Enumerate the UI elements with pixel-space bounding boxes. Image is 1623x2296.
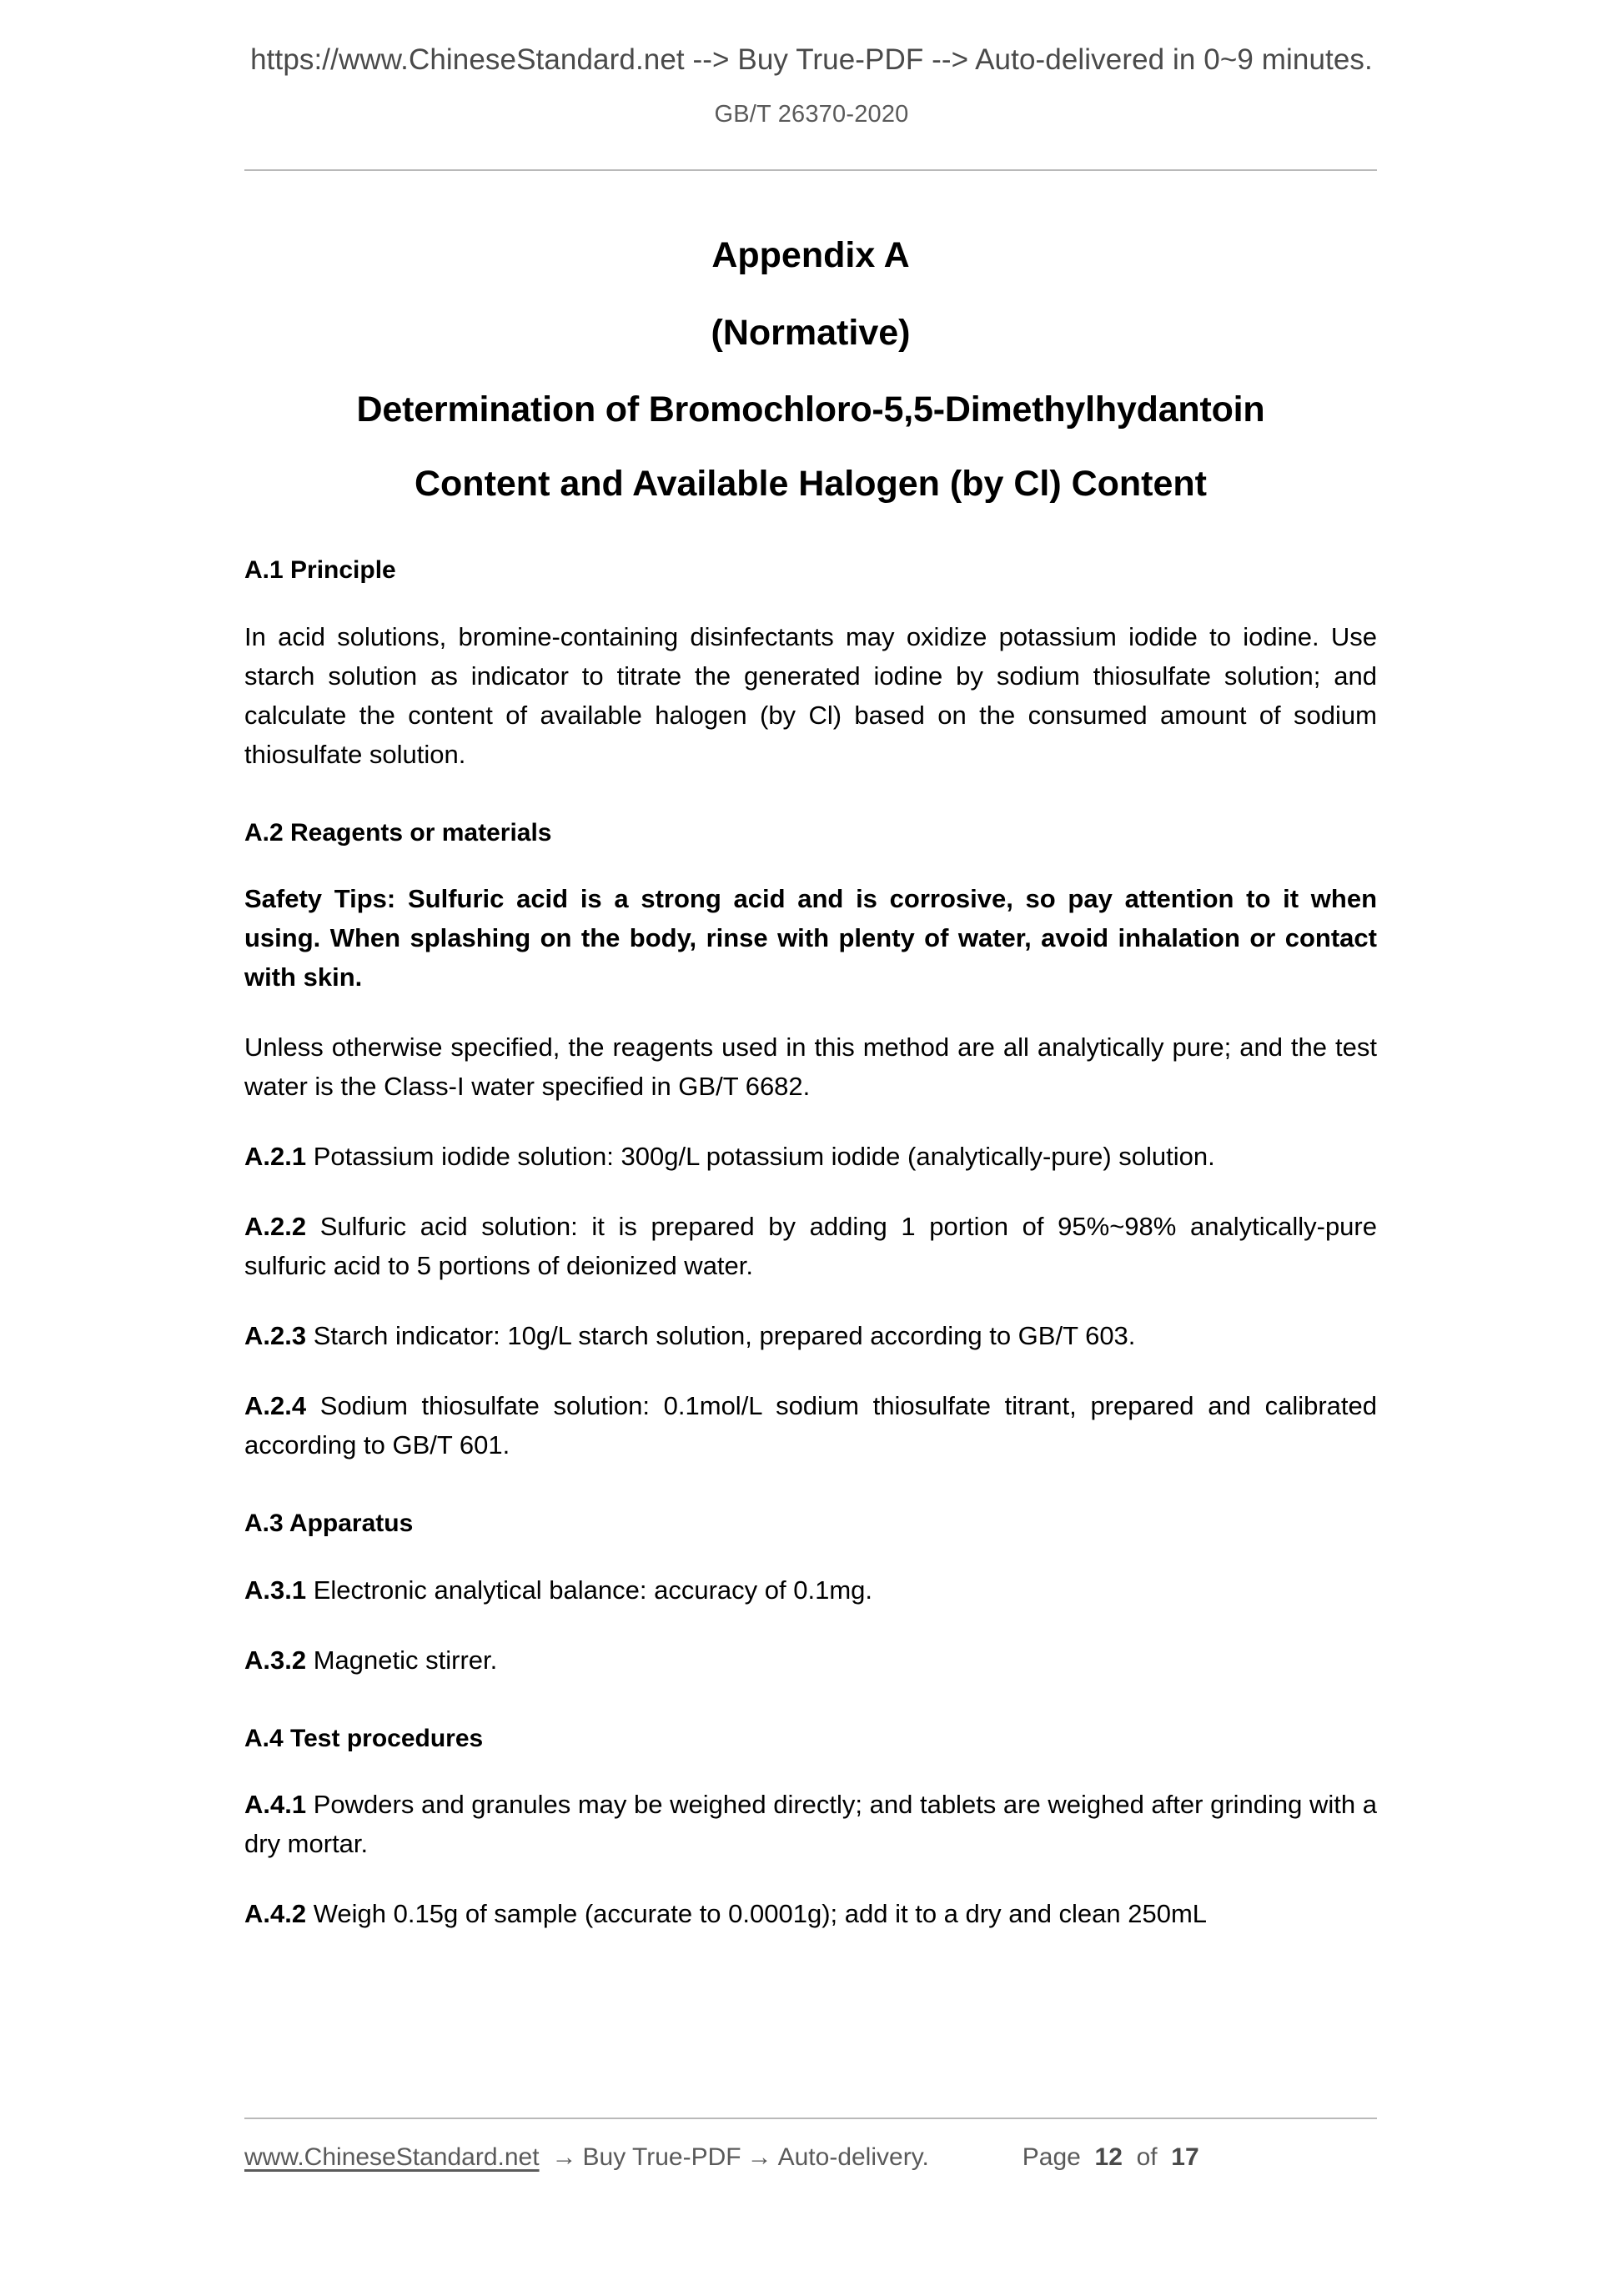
item-a2-4 [244, 1386, 1377, 1465]
item-a2-1 [244, 1137, 1377, 1176]
paragraph-a1-principle: In acid solutions, bromine-containing disinfectants may oxidize potassium iodide to iodine. Use starch solution as indicator to titrate the generated iodine by sodium thiosulfate solution; and calculate the content of available halogen (by Cl) based on the consumed amount of sodium thiosulfate solution. [244, 621, 1377, 769]
main-title-line-1: Determination of Bromochloro-5,5-Dimethylhydantoin [356, 389, 1265, 430]
footer-divider [244, 2118, 1377, 2119]
item-a4-1-number: A.4.1 [244, 1790, 307, 1819]
arrow-right-icon-2: → [746, 2143, 772, 2171]
header-promo-url: https://www.ChineseStandard.net --> Buy True-PDF --> Auto-delivered in 0~9 minutes. [250, 43, 1373, 76]
main-title-line-2: Content and Available Halogen (by Cl) Content [414, 464, 1207, 504]
page-word: Page [1022, 2143, 1081, 2171]
item-a2-1-text: Potassium iodide solution: 300g/L potassium iodide (analytically-pure) solution. [313, 1142, 1215, 1171]
item-a3-2-text: Magnetic stirrer. [313, 1645, 498, 1675]
heading-a1-principle: A.1 Principle [244, 556, 396, 584]
item-a2-2 [244, 1207, 1377, 1285]
appendix-title: Appendix A [711, 235, 910, 275]
header-standard-number: GB/T 26370-2020 [714, 101, 909, 128]
item-a4-2 [244, 1894, 1377, 1933]
item-a4-2-number: A.4.2 [244, 1899, 307, 1928]
document-content [244, 233, 1377, 1933]
item-a2-1-number: A.2.1 [244, 1142, 307, 1171]
item-a2-2-number: A.2.2 [244, 1212, 307, 1241]
page-total-number: 17 [1171, 2143, 1199, 2171]
item-a3-1-number: A.3.1 [244, 1575, 307, 1605]
item-a2-3-text: Starch indicator: 10g/L starch solution, prepared according to GB/T 603. [313, 1321, 1136, 1350]
page-current-number: 12 [1094, 2143, 1123, 2171]
item-a2-4-text: Sodium thiosulfate solution: 0.1mol/L sodium thiosulfate titrant, prepared and calibrated according to GB/T 601. [244, 1391, 1377, 1459]
item-a4-1-text: Powders and granules may be weighed directly; and tablets are weighed after grinding with a dry mortar. [244, 1790, 1377, 1858]
page-footer [244, 2143, 1377, 2172]
footer-text [546, 2143, 929, 2172]
header-divider [244, 169, 1377, 171]
paragraph-a2-safety-tips: Safety Tips: Sulfuric acid is a strong acid and is corrosive, so pay attention to it when using. When splashing on the body, rinse with plenty of water, avoid inhalation or contact with skin. [244, 884, 1377, 992]
footer-delivery-label: Auto-delivery. [777, 2143, 929, 2171]
heading-a4-test-procedures: A.4 Test procedures [244, 1724, 484, 1752]
item-a3-2 [244, 1640, 1377, 1680]
footer-site-link[interactable]: www.ChineseStandard.net [244, 2143, 540, 2171]
arrow-right-icon: → [551, 2143, 577, 2171]
footer-buy-label: Buy True-PDF [582, 2143, 741, 2171]
page-indicator [1023, 2143, 1199, 2172]
item-a3-2-number: A.3.2 [244, 1645, 307, 1675]
item-a3-1 [244, 1570, 1377, 1610]
item-a3-1-text: Electronic analytical balance: accuracy of 0.1mg. [313, 1575, 873, 1605]
item-a2-4-number: A.2.4 [244, 1391, 307, 1420]
heading-a2-reagents: A.2 Reagents or materials [244, 818, 552, 847]
paragraph-a2-general-note: Unless otherwise specified, the reagents used in this method are all analytically pure; and the test water is the Class-I water specified in GB/T 6682. [244, 1032, 1377, 1101]
page-of-word: of [1136, 2143, 1158, 2171]
normative-subtitle: (Normative) [711, 313, 911, 353]
item-a4-2-text: Weigh 0.15g of sample (accurate to 0.0001g); add it to a dry and clean 250mL [313, 1899, 1208, 1928]
item-a2-3-number: A.2.3 [244, 1321, 307, 1350]
item-a2-3 [244, 1316, 1377, 1355]
heading-a3-apparatus: A.3 Apparatus [244, 1510, 414, 1537]
page-header [0, 43, 1623, 128]
item-a2-2-text: Sulfuric acid solution: it is prepared by adding 1 portion of 95%~98% analytically-pure sulfuric acid to 5 portions of deionized water. [244, 1212, 1377, 1280]
item-a4-1 [244, 1785, 1377, 1863]
